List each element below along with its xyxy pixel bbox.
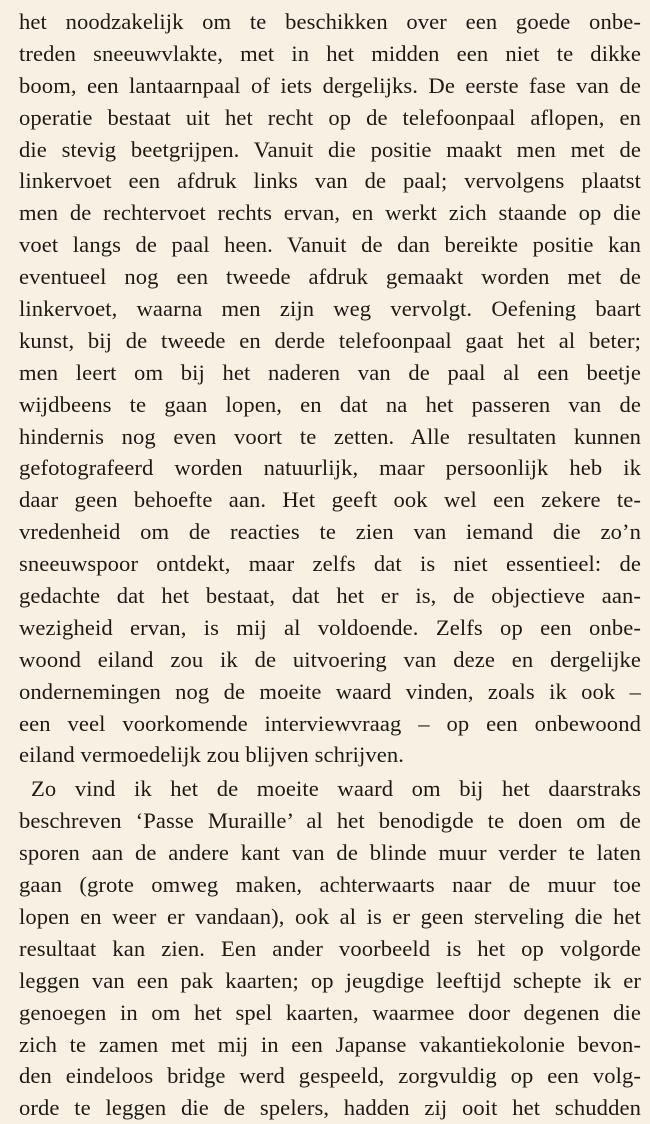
text-line: voet langs de paal heen. Vanuit de dan bereikte positie kan	[19, 232, 641, 258]
text-line: het noodzakelijk om te beschikken over een goede onbe-	[19, 9, 641, 34]
text-line: gedachte dat het bestaat, dat het er is, de objectieve aan-	[19, 583, 641, 609]
text-line: lopen en weer er vandaan), ook al is er geen sterveling die het	[19, 903, 641, 929]
paragraph-2	[19, 773, 641, 1124]
text-line: een veel voorkomende interviewvraag – op een onbewoond	[19, 710, 641, 736]
text-line: gaan (grote omweg maken, achterwaarts naar de muur toe	[19, 872, 641, 898]
text-line: eventueel nog een tweede afdruk gemaakt worden met de	[19, 264, 641, 290]
text-line: linkervoet, waarna men zijn weg vervolgt. Oefening baart	[19, 296, 641, 322]
text-line: gefotografeerd worden natuurlijk, maar persoonlijk heb ik	[19, 455, 641, 481]
text-line: genoegen in om het spel kaarten, waarmee door degenen die	[19, 999, 641, 1025]
text-line: beschreven ‘Passe Muraille’ al het benodigde te doen om de	[19, 808, 641, 834]
text-line: resultaat kan zien. Een ander voorbeeld is het op volgorde	[19, 935, 641, 961]
text-line: Zo vind ik het de moeite waard om bij het daarstraks	[31, 776, 641, 802]
text-line: men de rechtervoet rechts ervan, en werkt zich staande op die	[19, 200, 641, 226]
text-line: operatie bestaat uit het recht op de telefoonpaal aflopen, en	[19, 104, 641, 130]
text-line: daar geen behoefte aan. Het geeft ook wel een zekere te-	[19, 487, 641, 513]
text-line: woond eiland zou ik de uitvoering van deze en dergelijke	[19, 646, 641, 672]
text-line: sporen aan de andere kant van de blinde muur verder te laten	[19, 840, 641, 866]
text-line: men leert om bij het naderen van de paal al een beetje	[19, 359, 641, 385]
text-line: ondernemingen nog de moeite waard vinden, zoals ik ook –	[19, 678, 641, 704]
text-line: linkervoet een afdruk links van de paal; vervolgens plaatst	[19, 168, 641, 194]
text-line: zich te zamen met mij in een Japanse vakantiekolonie bevon-	[19, 1031, 641, 1057]
text-line: orde te leggen die de spelers, hadden zij ooit het schudden	[19, 1095, 641, 1121]
text-line: hindernis nog even voort te zetten. Alle resultaten kunnen	[19, 423, 641, 449]
text-line: boom, een lantaarnpaal of iets dergelijks. De eerste fase van de	[19, 72, 641, 98]
text-line: vredenheid om de reacties te zien van iemand die zo’n	[19, 519, 641, 545]
text-line: kunst, bij de tweede en derde telefoonpaal gaat het al beter;	[19, 327, 641, 353]
text-line: sneeuwspoor ontdekt, maar zelfs dat is niet essentieel: de	[19, 551, 641, 577]
text-line: die stevig beetgrijpen. Vanuit die positie maakt men met de	[19, 136, 641, 162]
text-line: wijdbeens te gaan lopen, en dat na het passeren van de	[19, 391, 641, 417]
paragraph-1	[19, 6, 641, 771]
text-line: leggen van een pak kaarten; op jeugdige leeftijd schepte ik er	[19, 967, 641, 993]
text-line: wezigheid ervan, is mij al voldoende. Zelfs op een onbe-	[19, 614, 641, 640]
text-line: eiland vermoedelijk zou blijven schrijven.	[19, 742, 405, 768]
text-line: den eindeloos bridge werd gespeeld, zorgvuldig op een volg-	[19, 1063, 641, 1089]
book-page	[19, 6, 641, 1124]
text-line: treden sneeuwvlakte, met in het midden een niet te dikke	[19, 40, 641, 66]
